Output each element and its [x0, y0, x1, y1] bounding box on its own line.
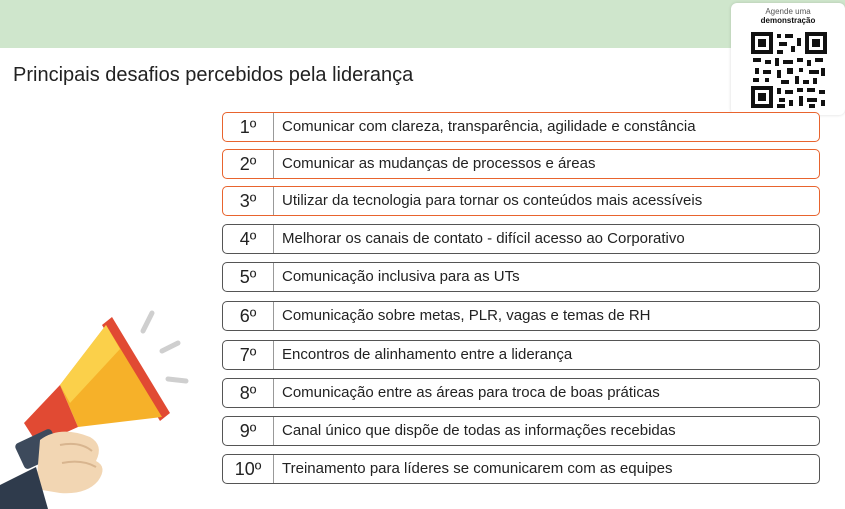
qr-caption-top: Agende uma: [765, 7, 811, 16]
list-item: [222, 340, 820, 370]
rank-number: 4º: [223, 225, 274, 253]
item-text: Canal único que dispõe de todas as informações recebidas: [282, 422, 676, 439]
item-text: Comunicar as mudanças de processos e áreas: [282, 155, 596, 172]
item-text: Comunicação inclusiva para as UTs: [282, 268, 520, 285]
item-text: Encontros de alinhamento entre a liderança: [282, 346, 573, 363]
list-item: [222, 149, 820, 179]
megaphone-icon: [0, 295, 215, 509]
item-text: Utilizar da tecnologia para tornar os conteúdos mais acessíveis: [282, 192, 703, 209]
rank-number: 2º: [223, 150, 274, 178]
rank-number: 1º: [223, 113, 274, 141]
qr-demo-card[interactable]: [731, 3, 845, 115]
item-text: Comunicação entre as áreas para troca de boas práticas: [282, 384, 660, 401]
item-text: Comunicação sobre metas, PLR, vagas e temas de RH: [282, 307, 651, 324]
list-item: [222, 262, 820, 292]
rank-number: 10º: [223, 455, 274, 483]
qr-caption-bottom: demonstração: [760, 16, 816, 25]
list-item: [222, 186, 820, 216]
item-text: Treinamento para líderes se comunicarem com as equipes: [282, 460, 673, 477]
item-text: Comunicar com clareza, transparência, agilidade e constância: [282, 118, 696, 135]
rank-number: 3º: [223, 187, 274, 215]
top-band: [0, 0, 845, 48]
rank-number: 5º: [223, 263, 274, 291]
rank-number: 6º: [223, 302, 274, 330]
list-item: [222, 112, 820, 142]
list-item: [222, 454, 820, 484]
list-item: [222, 224, 820, 254]
rank-number: 9º: [223, 417, 274, 445]
page-title: Principais desafios percebidos pela liderança: [13, 64, 414, 86]
list-item: [222, 301, 820, 331]
qr-code-icon[interactable]: [751, 32, 827, 108]
item-text: Melhorar os canais de contato - difícil acesso ao Corporativo: [282, 230, 685, 247]
rank-number: 7º: [223, 341, 274, 369]
list-item: [222, 416, 820, 446]
list-item: [222, 378, 820, 408]
rank-number: 8º: [223, 379, 274, 407]
